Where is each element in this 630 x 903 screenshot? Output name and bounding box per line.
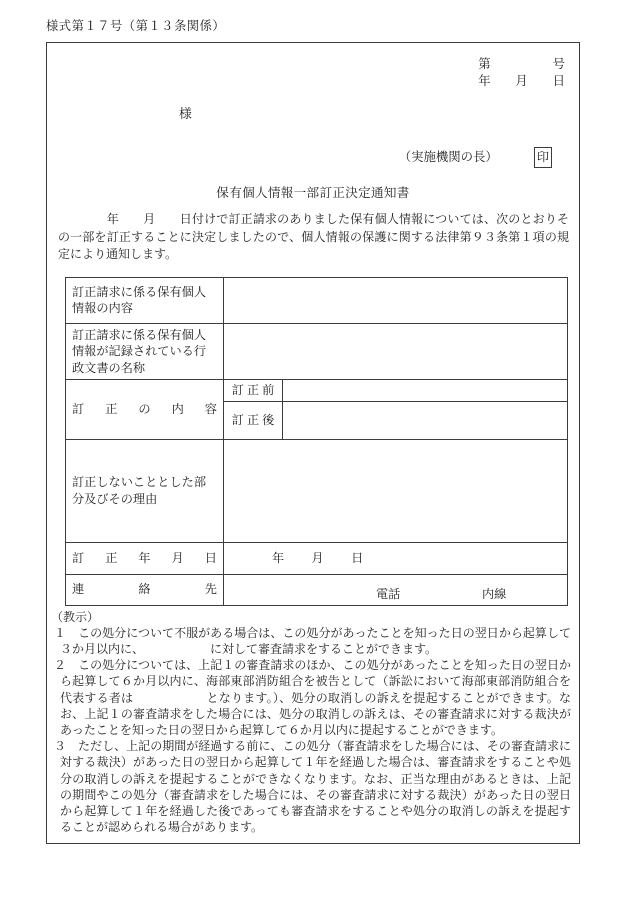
- addressee-suffix: 様: [179, 107, 192, 121]
- row-not-corrected-value: [224, 439, 568, 542]
- correction-before-value: [283, 380, 568, 402]
- instruction-item-3: ３ ただし、上記の期間が経過する前に、この処分（審査請求をした場合には、その審査請求に対する裁決）があった日の翌日から起算して１年を経過した場合は、審査請求をすることや処分の取消しの訴えを提起することができなくなります。なお、正当な理由があるときは、上記の期間やこの処分（審査請求をした場合には、その審査請求に対する裁決）があった日の翌日から起算して１年を経過した後であっても審査請求をすることや処分の取消しの訴えを提起することが認められる場合があります。: [54, 739, 571, 835]
- row-not-corrected-label: 訂正しないこととした部分及びその理由: [66, 439, 224, 542]
- row-request-content-value: [224, 277, 568, 323]
- document-number-line: 第 号: [478, 57, 565, 71]
- notification-paragraph: 年 月 日付けで訂正請求のありました保有個人情報については、次のとおりその一部を訂正することに決定しましたので、個人情報の保護に関する法律第９３条第１項の規定により通知します。: [58, 212, 569, 261]
- row-correction-label: 訂 正 の 内 容: [66, 380, 224, 440]
- instruction-item-2: ２ この処分については、上記１の審査請求のほか、この処分があったことを知った日の翌日から起算して６か月以内に、海部東部消防組合を被告として（訴訟において海部東部消防組合を代表する者は となります。）、処分の取消しの訴えを提起することができます。なお、上記１の審査請求をした場合には、処分の取消しの訴えは、その審査請求に対する裁決があったことを知った日の翌日から起算して６か月以内に提起することができます。: [54, 658, 571, 737]
- row-correction-date-value: 年 月 日: [224, 542, 568, 574]
- instructions-heading: （教示）: [51, 609, 100, 624]
- issuer-row: [47, 147, 579, 168]
- row-correction-date: [66, 542, 568, 574]
- row-contact-value: [224, 574, 568, 605]
- row-correction-before: [66, 380, 568, 402]
- instruction-item-1: １ この処分について不服がある場合は、この処分があったことを知った日の翌日から起算して３か月以内に、 に対して審査請求をすることができます。: [54, 625, 571, 656]
- extension-label: 内線: [482, 587, 507, 601]
- row-document-name: [66, 323, 568, 380]
- document-border-box: [46, 42, 580, 844]
- issue-date-line: 年 月 日: [478, 74, 565, 88]
- row-document-name-value: [224, 323, 568, 380]
- issuer-label: （実施機関の長）: [398, 150, 498, 164]
- correction-before-label: 訂 正 前: [224, 380, 283, 402]
- document-title: 保有個人情報一部訂正決定通知書: [216, 186, 410, 200]
- row-document-name-label: 訂正請求に係る保有個人情報が記録されている行政文書の名称: [66, 323, 224, 380]
- row-correction-date-label: 訂 正 年 月 日: [66, 542, 224, 574]
- form-table: [65, 277, 568, 606]
- form-number-label: 様式第１７号（第１３条関係）: [46, 19, 226, 33]
- instructions-section: [50, 609, 571, 836]
- row-not-corrected: [66, 439, 568, 542]
- row-contact-label: 連 絡 先: [66, 574, 224, 605]
- seal-mark-box: 印: [534, 147, 552, 168]
- correction-after-value: [283, 401, 568, 439]
- phone-label: 電話: [376, 587, 401, 601]
- correction-after-label: 訂 正 後: [224, 401, 283, 439]
- row-request-content: [66, 277, 568, 323]
- row-contact: [66, 574, 568, 605]
- row-request-content-label: 訂正請求に係る保有個人情報の内容: [66, 277, 224, 323]
